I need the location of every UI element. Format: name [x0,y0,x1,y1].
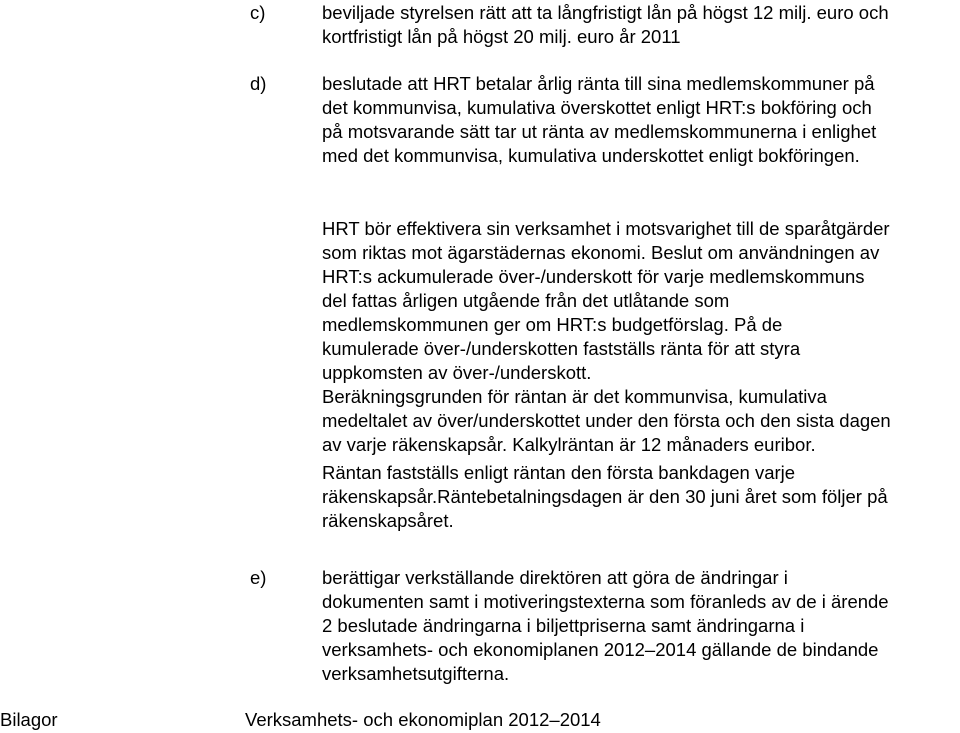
list-item-text [322,566,960,686]
list-item-text [322,72,960,168]
text-line: medlemskommunen ger om HRT:s budgetförslag. På de [322,314,783,335]
text-line: verksamhets- och ekonomiplanen 2012–2014 gällande de bindande [322,639,879,660]
attachment-title: Verksamhets- och ekonomiplan 2012–2014 [245,709,601,730]
attachments-footer [0,708,960,732]
list-marker: c) [250,2,266,23]
text-line: medeltalet av över/underskottet under den första och den sista dagen [322,410,891,431]
text-line: berättigar verkställande direktören att göra de ändringar i [322,567,788,588]
list-marker: d) [250,73,267,94]
attachments-label: Bilagor [0,709,58,730]
text-line: uppkomsten av över-/underskott. [322,362,592,383]
text-line: HRT:s ackumulerade över-/underskott för varje medlemskommuns [322,266,865,287]
text-line: på motsvarande sätt tar ut ränta av medlemskommunerna i enlighet [322,121,877,142]
text-line: som riktas mot ägarstädernas ekonomi. Beslut om användningen av [322,242,880,263]
list-marker: e) [250,567,267,588]
paragraph-text [322,461,960,533]
paragraph-text [322,217,960,457]
text-line: verksamhetsutgifterna. [322,663,510,684]
text-line: räkenskapsåret. [322,510,454,531]
text-line: del fattas årligen utgående från det utlåtande som [322,290,730,311]
list-item-text [322,1,960,49]
text-line: räkenskapsår.Räntebetalningsdagen är den 30 juni året som följer på [322,486,888,507]
text-line: av varje räkenskapsår. Kalkylräntan är 12 månaders euribor. [322,434,816,455]
text-line: Räntan fastställs enligt räntan den första bankdagen varje [322,462,796,483]
text-line: med det kommunvisa, kumulativa underskottet enligt bokföringen. [322,145,860,166]
text-line: dokumenten samt i motiveringstexterna som föranleds av de i ärende [322,591,889,612]
text-line: kumulerade över-/underskotten fastställs ränta för att styra [322,338,801,359]
text-line: beviljade styrelsen rätt att ta långfristigt lån på högst 12 milj. euro och [322,2,889,23]
text-line: det kommunvisa, kumulativa överskottet enligt HRT:s bokföring och [322,97,872,118]
text-line: kortfristigt lån på högst 20 milj. euro år 2011 [322,26,681,47]
text-line: 2 beslutade ändringarna i biljettpriserna samt ändringarna i [322,615,805,636]
text-line: HRT bör effektivera sin verksamhet i motsvarighet till de sparåtgärder [322,218,890,239]
text-line: beslutade att HRT betalar årlig ränta till sina medlemskommuner på [322,73,875,94]
text-line: Beräkningsgrunden för räntan är det kommunvisa, kumulativa [322,386,827,407]
